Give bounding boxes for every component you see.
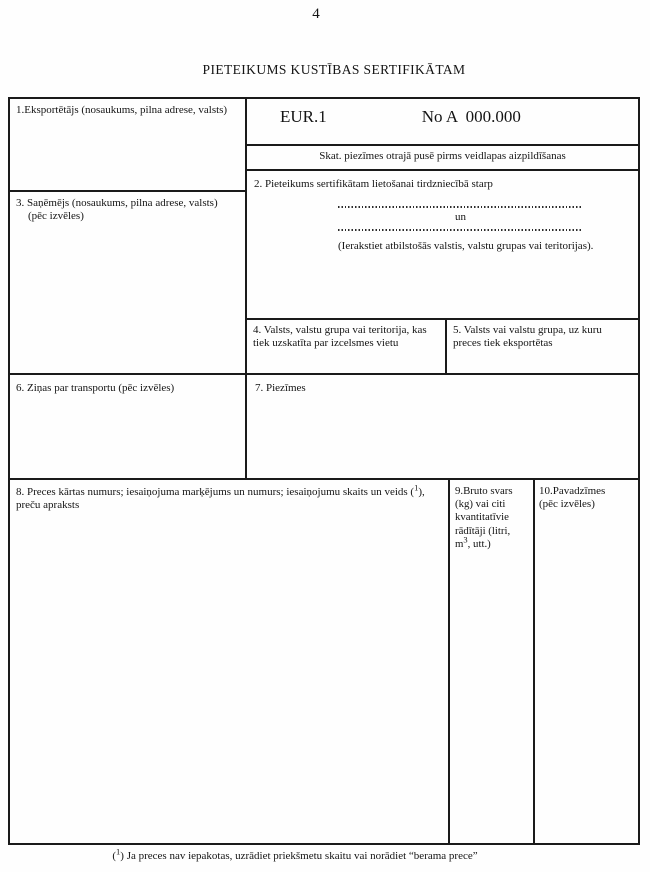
cubic-meter-exponent: 3 [463,534,468,545]
country-field-line-1 [338,206,583,208]
box-1-label: 1.Eksportētājs (nosaukums, pilna adrese, valsts) [16,104,228,116]
notice-text: Skat. piezīmes otrajā pusē pirms veidlapas aizpildīšanas [319,150,566,162]
notice-row [247,146,638,171]
box-2-application [247,171,638,320]
box-9-line-3: kvantitatīvie [455,511,509,524]
box-10-label: 10.Pavadzīmes [539,485,606,497]
page-title: PIETEIKUMS KUSTĪBAS SERTIFIKĀTAM [202,62,466,77]
box-9-line-4: rādītāji (litri, [455,524,511,537]
box-2-country-fields [338,206,594,253]
box-10-invoices [535,480,638,843]
box-2-instruction: (Ierakstiet atbilstošās valstis, valstu grupas vai teritorijas). [338,239,594,252]
form-code: EUR.1 [280,107,327,126]
box-5-destination-country [447,320,638,375]
box-8-label: 8. Preces kārtas numurs; iesaiņojuma marķējums un numurs; iesaiņojumu skaits un veids ($^1$), preču apraksts [16,482,425,512]
box-3-consignee [10,192,247,375]
box-5-label: 5. Valsts vai valstu grupa, uz kuru preces tiek eksportētas [453,324,602,350]
box-8-goods-description [10,480,450,843]
box-4-label: 4. Valsts, valstu grupa vai teritorija, kas tiek uzskatīta par izcelsmes vietu [253,324,427,350]
serial-number: No A 000.000 [421,107,521,126]
box-8-footnote-marker: 1 [414,482,419,493]
country-field-line-2 [338,229,583,231]
box-6-label: 6. Ziņas par transportu (pēc izvēles) [16,382,175,394]
box-10-sublabel: (pēc izvēles) [539,498,595,511]
box-7-label: 7. Piezīmes [255,382,306,394]
box-4-origin-country [247,320,447,375]
box-3-label: 3. Saņēmējs (nosaukums, pilna adrese, valsts) [16,197,218,209]
box-9-gross-weight [450,480,535,843]
form-table [8,97,640,845]
box-9-line-5: $m^3$, utt.) [455,534,491,550]
page-number: 4 [312,6,320,22]
footnote: ($^1$) Ja preces nav iepakotas, uzrādiet priekšmetu skaitu vai norādiet “berama prece” [112,846,478,862]
box-6-transport [10,375,247,480]
box-2-conjunction: un [455,211,466,224]
box-3-sublabel: (pēc izvēles) [28,210,84,223]
footnote-marker: 1 [116,846,121,857]
box-7-remarks [247,375,638,480]
box-9-line-2: (kg) vai citi [455,498,506,511]
box-2-label: 2. Pieteikums sertifikātam lietošanai tirdzniecībā starp [254,178,493,190]
box-1-exporter [10,99,247,192]
box-9-line-1: 9.Bruto svars [455,485,513,497]
form-code-header [247,99,638,146]
